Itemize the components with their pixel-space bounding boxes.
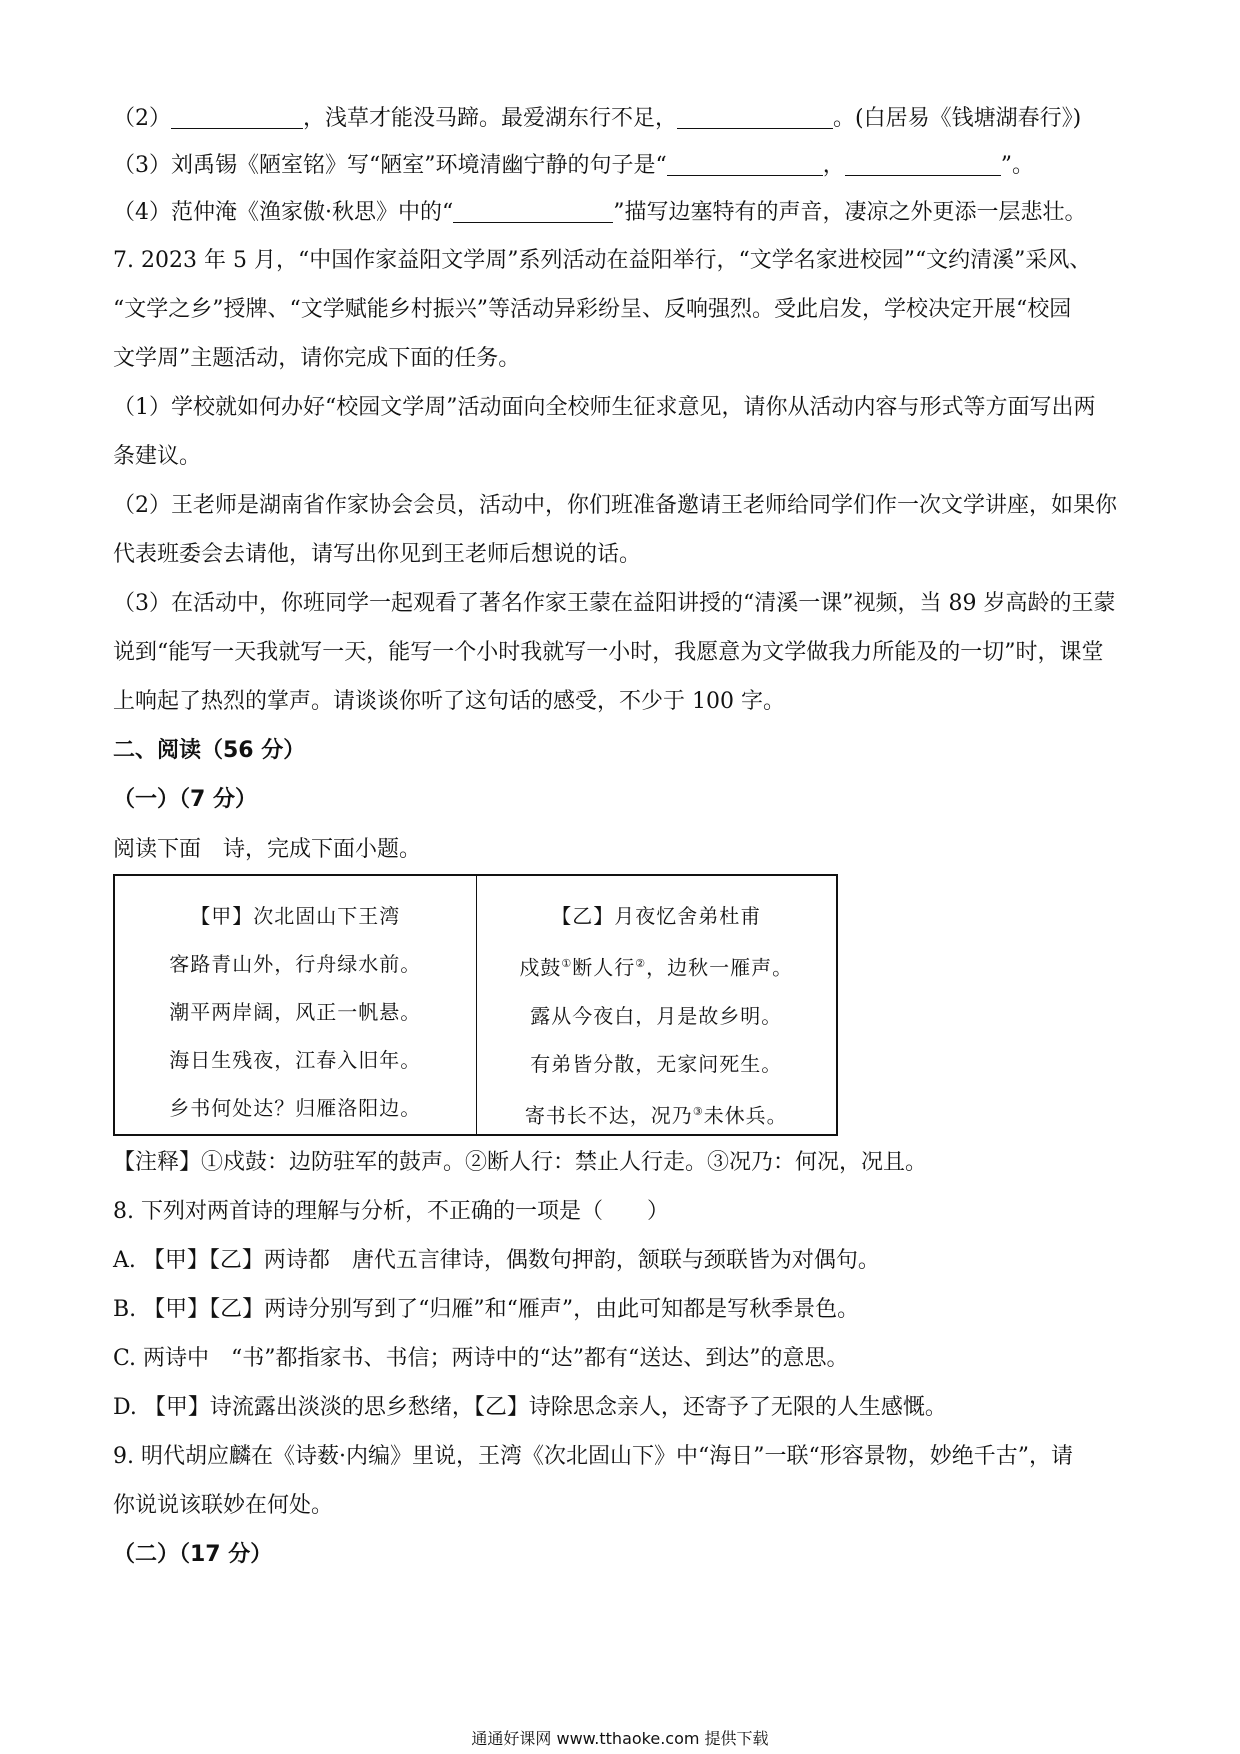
q7-paragraph-3: 文学周”主题活动，请你完成下面的任务。 — [113, 346, 521, 371]
q7-sub1-line2: 条建议。 — [113, 444, 202, 469]
poem-line: 有弟皆分散，无家问死生。 — [530, 1051, 783, 1076]
q9-line2: 你说说该联妙在何处。 — [113, 1493, 334, 1518]
q6-item-4: （4）范仲淹《渔家傲·秋思》中的“ ”描写边塞特有的声音，凄凉之外更添一层悲壮。 — [113, 200, 1087, 225]
q7-sub2-line2: 代表班委会去请他，请写出你见到王老师后想说的话。 — [113, 542, 642, 567]
q8-option-d[interactable]: D. 【甲】诗流露出淡淡的思乡愁绪，【乙】诗除思念亲人，还寄予了无限的人生感慨。 — [113, 1395, 947, 1420]
poem-line: 露从今夜白，月是故乡明。 — [530, 1003, 783, 1028]
poem-line: 海日生残夜，江春入旧年。 — [169, 1048, 422, 1072]
answer-blank[interactable] — [845, 153, 1001, 176]
footer-watermark: 通通好课网 www.tthaoke.com 提供下载 — [471, 1729, 769, 1748]
poem-line: 客路青山外，行舟绿水前。 — [169, 952, 422, 976]
q8-stem: 8. 下列对两首诗的理解与分析，不正确的一项是（ ） — [113, 1199, 669, 1224]
answer-blank[interactable] — [677, 106, 833, 129]
footnote-mark: ③ — [692, 1104, 704, 1118]
q7-sub2-line1: （2）王老师是湖南省作家协会会员，活动中，你们班准备邀请王老师给同学们作一次文学讲座，如果你 — [113, 493, 1118, 518]
q7-sub1-line1: （1）学校就如何办好“校园文学周”活动面向全校师生征求意见，请你从活动内容与形式等方面写出两 — [113, 395, 1096, 420]
q6-item-3: （3）刘禹锡《陋室铭》写“陋室”环境清幽宁静的句子是“ ， ”。 — [113, 153, 1035, 178]
q7-sub3-line3: 上响起了热烈的掌声。请谈谈你听了这句话的感受，不少于 100 字。 — [113, 689, 785, 714]
q6-item-2: （2） ，浅草才能没马蹄。最爱湖东行不足， 。(白居易《钱塘湖春行》) — [113, 106, 1082, 131]
q9-line1: 9. 明代胡应麟在《诗薮·内编》里说，王湾《次北固山下》中“海日”一联“形容景物，妙绝千古”，请 — [113, 1444, 1073, 1469]
q7-sub3-line2: 说到“能写一天我就写一天，能写一个小时我就写一小时，我愿意为文学做我力所能及的一切”时，课堂 — [113, 640, 1104, 665]
section-title: 二、阅读（56 分） — [113, 738, 306, 763]
reading-intro: 阅读下面 诗，完成下面小题。 — [113, 837, 422, 862]
poem-title: 【甲】次北固山下王湾 — [190, 904, 401, 928]
footnote-mark: ① — [561, 957, 573, 970]
q8-option-c[interactable]: C. 两诗中 “书”都指家书、书信；两诗中的“达”都有“送达、到达”的意思。 — [113, 1346, 849, 1371]
answer-blank[interactable] — [667, 153, 823, 176]
q8-option-a[interactable]: A. 【甲】【乙】两诗都 唐代五言律诗，偶数句押韵，颔联与颈联皆为对偶句。 — [113, 1248, 880, 1273]
q7-paragraph-2: “文学之乡”授牌、“文学赋能乡村振兴”等活动异彩纷呈、反响强烈。受此启发，学校决定开展“校园 — [113, 297, 1072, 322]
poem-line: 潮平两岸阔，风正一帆悬。 — [169, 1000, 422, 1024]
answer-blank[interactable] — [453, 200, 613, 223]
poem-line: 戍鼓①断人行②，边秋一雁声。 — [519, 955, 794, 980]
poem-table — [113, 874, 838, 1136]
poem-jia — [115, 876, 476, 1134]
q7-paragraph-1: 7. 2023 年 5 月，“中国作家益阳文学周”系列活动在益阳举行，“文学名家进校园”“文约清溪”采风、 — [113, 248, 1092, 273]
poem-title: 【乙】月夜忆舍弟杜甫 — [551, 904, 762, 928]
poem-yi — [476, 876, 837, 1134]
footnote-mark: ② — [635, 957, 647, 970]
q8-option-b[interactable]: B. 【甲】【乙】两诗分别写到了“归雁”和“雁声”，由此可知都是写秋季景色。 — [113, 1297, 860, 1322]
q7-sub3-line1: （3）在活动中，你班同学一起观看了著名作家王蒙在益阳讲授的“清溪一课”视频，当 89 岁高龄的王蒙 — [113, 591, 1116, 616]
part-one-title: （一）（7 分） — [113, 787, 257, 812]
poem-line: 乡书何处达？归雁洛阳边。 — [169, 1096, 422, 1120]
answer-blank[interactable] — [171, 106, 303, 129]
part-two-title: （二）（17 分） — [113, 1542, 273, 1567]
poem-line: 寄书长不达，况乃③未休兵。 — [524, 1103, 788, 1128]
poem-notes: 【注释】①戍鼓：边防驻军的鼓声。②断人行：禁止人行走。③况乃：何况，况且。 — [113, 1150, 928, 1175]
